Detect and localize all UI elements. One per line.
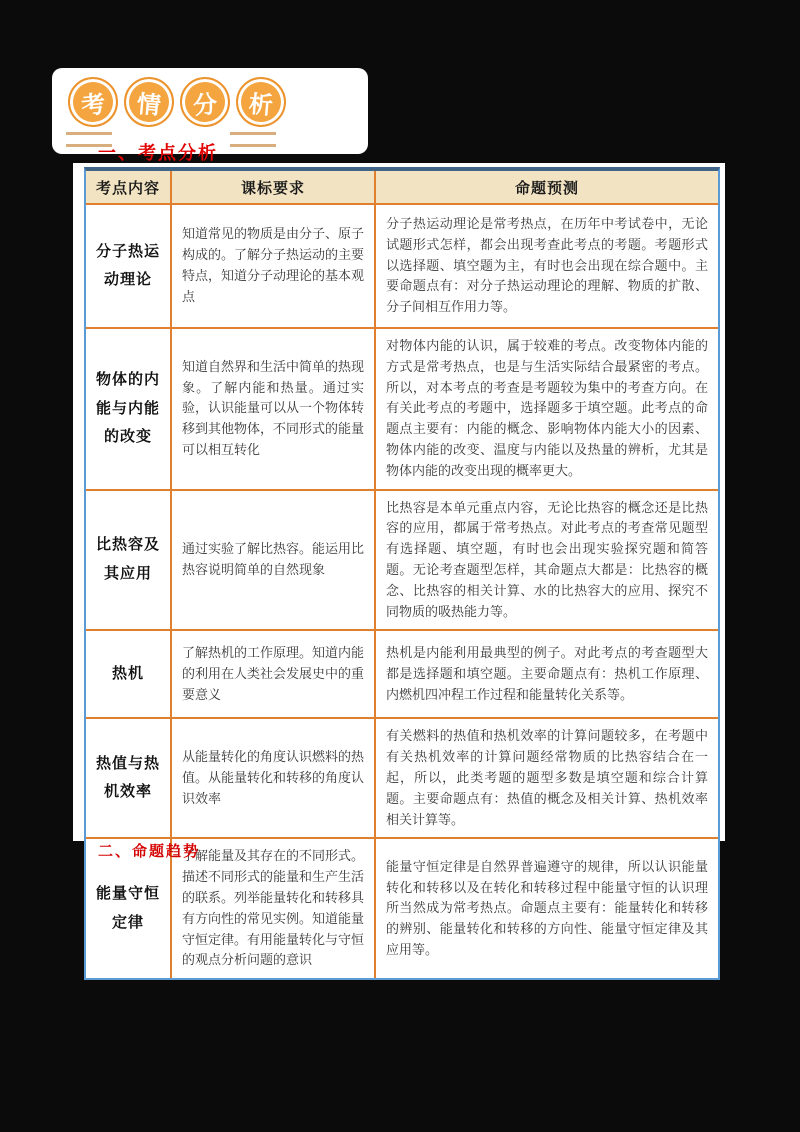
table-row	[86, 328, 718, 490]
requirement-cell: 了解能量及其存在的不同形式。描述不同形式的能量和生产生活的联系。列举能量转化和转移具有方向性的常见实例。知道能量守恒定律。有用能量转化与守恒的观点分析问题的意识	[171, 838, 375, 978]
badge-underline-right-icon	[230, 132, 276, 147]
badge-circles	[68, 77, 292, 127]
col-header-requirement: 课标要求	[171, 171, 375, 204]
topic-cell: 热机	[86, 630, 171, 718]
topic-cell: 热值与热机效率	[86, 718, 171, 838]
requirement-cell: 知道自然界和生活中简单的热现象。了解内能和热量。通过实验，认识能量可以从一个物体转移到其他物体，不同形式的能量可以相互转化	[171, 328, 375, 490]
requirement-cell: 了解热机的工作原理。知道内能的利用在人类社会发展史中的重要意义	[171, 630, 375, 718]
prediction-cell: 有关燃料的热值和热机效率的计算问题较多，在考题中有关热机效率的计算问题经常物质的比热容结合在一起，所以，此类考题的题型多数是填空题和综合计算题。主要命题点有：热值的概念及相关计算、热机效率相关计算等。	[375, 718, 718, 838]
prediction-cell: 热机是内能利用最典型的例子。对此考点的考查题型大都是选择题和填空题。主要命题点有：热机工作原理、内燃机四冲程工作过程和能量转化关系等。	[375, 630, 718, 718]
badge-char-circle-2: 情	[122, 75, 176, 129]
table-header-row	[86, 171, 718, 204]
table-row	[86, 204, 718, 328]
col-header-topic: 考点内容	[86, 171, 171, 204]
section-heading-1: 一、考点分析	[98, 143, 218, 163]
prediction-cell: 比热容是本单元重点内容，无论比热容的概念还是比热容的应用，都属于常考热点。对此考点的考查常见题型有选择题、填空题，有时也会出现实验探究题和简答题。无论考查题型怎样，其命题点大都是：比热容的概念、比热容的相关计算、水的比热容大的应用、探究不同物质的吸热能力等。	[375, 490, 718, 631]
topic-cell: 物体的内能与内能的改变	[86, 328, 171, 490]
table-row	[86, 630, 718, 718]
prediction-cell: 分子热运动理论是常考热点，在历年中考试卷中，无论试题形式怎样，都会出现考查此考点的考题。考题形式以选择题、填空题为主，有时也会出现在综合题中。主要命题点有：对分子热运动理论的理解、物质的扩散、分子间相互作用力等。	[375, 204, 718, 328]
prediction-cell: 对物体内能的认识，属于较难的考点。改变物体内能的方式是常考热点，也是与生活实际结合最紧密的考点。所以，对本考点的考查是考题较为集中的考查方向。在有关此考点的考题中，选择题多于填空题。此考点的命题点主要有：内能的概念、影响物体内能大小的因素、物体内能的改变、温度与内能以及热量的辨析，尤其是物体内能的改变出现的概率更大。	[375, 328, 718, 490]
table-row	[86, 490, 718, 631]
table-row	[86, 718, 718, 838]
badge-char-circle-4: 析	[234, 75, 288, 129]
requirement-cell: 知道常见的物质是由分子、原子构成的。了解分子热运动的主要特点，知道分子动理论的基本观点	[171, 204, 375, 328]
requirement-cell: 通过实验了解比热容。能运用比热容说明简单的自然现象	[171, 490, 375, 631]
topic-cell: 分子热运动理论	[86, 204, 171, 328]
col-header-prediction: 命题预测	[375, 171, 718, 204]
badge-char-circle-3: 分	[178, 75, 232, 129]
prediction-cell: 能量守恒定律是自然界普遍遵守的规律，所以认识能量转化和转移以及在转化和转移过程中能量守恒的认识理所当然成为常考热点。命题点主要有：能量转化和转移的辨别、能量转化和转移的方向性、能量守恒定律及其应用等。	[375, 838, 718, 978]
section-heading-2: 二、命题趋势	[98, 844, 201, 860]
topic-cell: 比热容及其应用	[86, 490, 171, 631]
topic-cell: 能量守恒定律	[86, 838, 171, 978]
requirement-cell: 从能量转化的角度认识燃料的热值。从能量转化和转移的角度认识效率	[171, 718, 375, 838]
badge-char-circle-1: 考	[66, 75, 120, 129]
